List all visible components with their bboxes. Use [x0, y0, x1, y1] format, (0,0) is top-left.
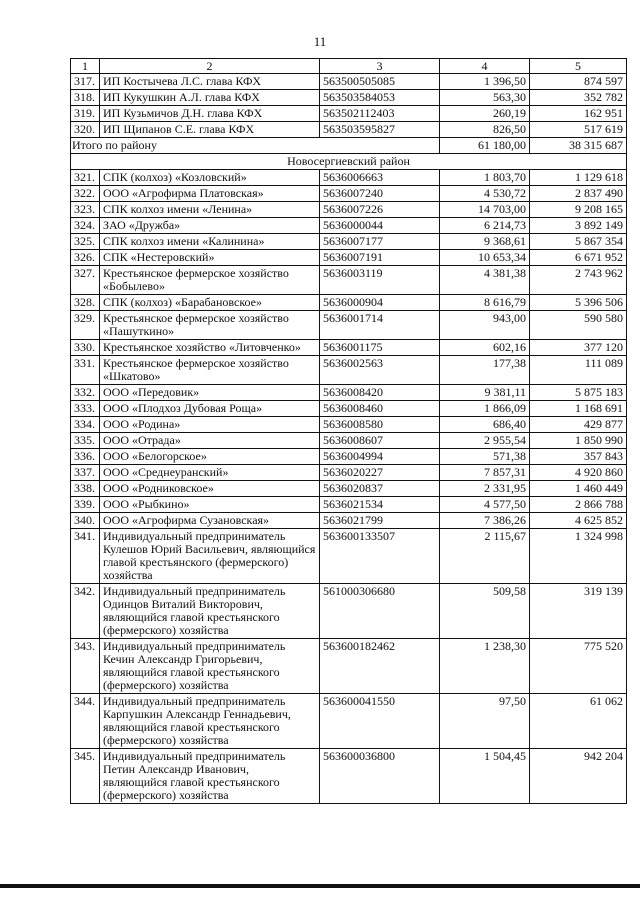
table-row [71, 250, 627, 266]
inn-code: 5636000904 [320, 295, 440, 311]
inn-code: 563600036800 [320, 749, 440, 804]
organization-name: Индивидуальный предприниматель Кулешов Юрий Васильевич, являющийся главой крестьянского (фермерского) хозяйства [100, 529, 320, 584]
inn-code: 5636000044 [320, 218, 440, 234]
organization-name: ООО «Передовик» [100, 385, 320, 401]
table-row [71, 749, 627, 804]
area-value: 260,19 [440, 106, 530, 122]
inn-code: 5636008460 [320, 401, 440, 417]
inn-code: 5636002563 [320, 356, 440, 385]
table-row [71, 122, 627, 138]
table-row [71, 639, 627, 694]
amount-value: 775 520 [530, 639, 627, 694]
row-number: 319. [71, 106, 100, 122]
area-value: 1 803,70 [440, 170, 530, 186]
organization-name: ИП Кукушкин А.Л. глава КФХ [100, 90, 320, 106]
row-number: 345. [71, 749, 100, 804]
inn-code: 5636003119 [320, 266, 440, 295]
table-row [71, 74, 627, 90]
organization-name: СПК (колхоз) «Барабановское» [100, 295, 320, 311]
organization-name: Крестьянское хозяйство «Литовченко» [100, 340, 320, 356]
organization-name: Индивидуальный предприниматель Карпушкин Александр Геннадьевич, являющийся главой крестьянского (фермерского) хозяйства [100, 694, 320, 749]
area-value: 1 504,45 [440, 749, 530, 804]
row-number: 335. [71, 433, 100, 449]
organization-name: СПК колхоз имени «Калинина» [100, 234, 320, 250]
amount-value: 2 743 962 [530, 266, 627, 295]
area-value: 9 368,61 [440, 234, 530, 250]
inn-code: 5636006663 [320, 170, 440, 186]
amount-value: 9 208 165 [530, 202, 627, 218]
inn-code: 5636020227 [320, 465, 440, 481]
organization-name: ИП Костычева Л.С. глава КФХ [100, 74, 320, 90]
area-value: 2 115,67 [440, 529, 530, 584]
organization-name: ИП Щипанов С.Е. глава КФХ [100, 122, 320, 138]
organization-name: Крестьянское фермерское хозяйство «Шкатово» [100, 356, 320, 385]
table-row [71, 694, 627, 749]
amount-value: 111 089 [530, 356, 627, 385]
row-number: 337. [71, 465, 100, 481]
amount-value: 4 920 860 [530, 465, 627, 481]
amount-value: 1 460 449 [530, 481, 627, 497]
table-row [71, 234, 627, 250]
table-row [71, 356, 627, 385]
row-number: 317. [71, 74, 100, 90]
table-row [71, 481, 627, 497]
inn-code: 563600041550 [320, 694, 440, 749]
inn-code: 563503584053 [320, 90, 440, 106]
row-number: 334. [71, 417, 100, 433]
organization-name: ООО «Родниковское» [100, 481, 320, 497]
table-row [71, 106, 627, 122]
inn-code: 5636007177 [320, 234, 440, 250]
table-row [71, 385, 627, 401]
amount-value: 1 324 998 [530, 529, 627, 584]
inn-code: 563502112403 [320, 106, 440, 122]
amount-value: 61 062 [530, 694, 627, 749]
area-value: 97,50 [440, 694, 530, 749]
organization-name: Крестьянское фермерское хозяйство «Бобылево» [100, 266, 320, 295]
header-row [71, 59, 627, 74]
area-value: 602,16 [440, 340, 530, 356]
row-number: 333. [71, 401, 100, 417]
organization-name: ООО «Плодхоз Дубовая Роща» [100, 401, 320, 417]
organization-name: Индивидуальный предприниматель Петин Александр Иванович, являющийся главой крестьянского (фермерского) хозяйства [100, 749, 320, 804]
amount-value: 357 843 [530, 449, 627, 465]
area-value: 9 381,11 [440, 385, 530, 401]
row-number: 324. [71, 218, 100, 234]
area-value: 509,58 [440, 584, 530, 639]
table-row [71, 90, 627, 106]
organization-name: Индивидуальный предприниматель Одинцов Виталий Викторович, являющийся главой крестьянского (фермерского) хозяйства [100, 584, 320, 639]
amount-value: 517 619 [530, 122, 627, 138]
inn-code: 5636004994 [320, 449, 440, 465]
table-row [71, 218, 627, 234]
organization-name: СПК (колхоз) «Козловский» [100, 170, 320, 186]
amount-value: 1 129 618 [530, 170, 627, 186]
amount-value: 1 850 990 [530, 433, 627, 449]
amount-value: 5 875 183 [530, 385, 627, 401]
row-number: 331. [71, 356, 100, 385]
table-row [71, 433, 627, 449]
row-number: 344. [71, 694, 100, 749]
row-number: 336. [71, 449, 100, 465]
row-number: 318. [71, 90, 100, 106]
area-value: 571,38 [440, 449, 530, 465]
area-value: 2 331,95 [440, 481, 530, 497]
row-number: 327. [71, 266, 100, 295]
table-row [71, 202, 627, 218]
total-area: 61 180,00 [440, 138, 530, 154]
amount-value: 5 396 506 [530, 295, 627, 311]
inn-code: 563500505085 [320, 74, 440, 90]
inn-code: 5636007191 [320, 250, 440, 266]
header-cell: 4 [440, 59, 530, 74]
amount-value: 429 877 [530, 417, 627, 433]
table-row [71, 513, 627, 529]
amount-value: 942 204 [530, 749, 627, 804]
row-number: 328. [71, 295, 100, 311]
header-cell: 1 [71, 59, 100, 74]
amount-value: 377 120 [530, 340, 627, 356]
organization-name: ООО «Агрофирма Платовская» [100, 186, 320, 202]
inn-code: 5636007226 [320, 202, 440, 218]
area-value: 563,30 [440, 90, 530, 106]
row-number: 343. [71, 639, 100, 694]
organization-name: ООО «Агрофирма Сузановская» [100, 513, 320, 529]
amount-value: 1 168 691 [530, 401, 627, 417]
inn-code: 563600182462 [320, 639, 440, 694]
area-value: 10 653,34 [440, 250, 530, 266]
area-value: 2 955,54 [440, 433, 530, 449]
amount-value: 2 837 490 [530, 186, 627, 202]
inn-code: 563600133507 [320, 529, 440, 584]
table-row [71, 584, 627, 639]
amount-value: 162 951 [530, 106, 627, 122]
inn-code: 561000306680 [320, 584, 440, 639]
row-number: 342. [71, 584, 100, 639]
table-row [71, 266, 627, 295]
organization-name: ООО «Отрада» [100, 433, 320, 449]
table-row [71, 311, 627, 340]
area-value: 7 857,31 [440, 465, 530, 481]
row-number: 330. [71, 340, 100, 356]
area-value: 1 396,50 [440, 74, 530, 90]
inn-code: 5636001714 [320, 311, 440, 340]
area-value: 4 530,72 [440, 186, 530, 202]
organization-name: СПК «Нестеровский» [100, 250, 320, 266]
amount-value: 4 625 852 [530, 513, 627, 529]
inn-code: 5636001175 [320, 340, 440, 356]
inn-code: 5636008607 [320, 433, 440, 449]
organization-name: ООО «Белогорское» [100, 449, 320, 465]
area-value: 1 866,09 [440, 401, 530, 417]
amount-value: 352 782 [530, 90, 627, 106]
amount-value: 590 580 [530, 311, 627, 340]
header-cell: 2 [100, 59, 320, 74]
section-row [71, 154, 627, 170]
table-row [71, 186, 627, 202]
area-value: 686,40 [440, 417, 530, 433]
footer-rule [0, 884, 640, 888]
amount-value: 6 671 952 [530, 250, 627, 266]
row-number: 338. [71, 481, 100, 497]
amount-value: 2 866 788 [530, 497, 627, 513]
amount-value: 319 139 [530, 584, 627, 639]
inn-code: 5636021534 [320, 497, 440, 513]
area-value: 4 577,50 [440, 497, 530, 513]
table-row [71, 417, 627, 433]
area-value: 943,00 [440, 311, 530, 340]
header-cell: 3 [320, 59, 440, 74]
row-number: 322. [71, 186, 100, 202]
table-row [71, 449, 627, 465]
organization-name: ООО «Среднеуранский» [100, 465, 320, 481]
section-title: Новосергиевский район [71, 154, 627, 170]
row-number: 332. [71, 385, 100, 401]
page-number: 11 [313, 34, 327, 49]
amount-value: 5 867 354 [530, 234, 627, 250]
row-number: 326. [71, 250, 100, 266]
row-number: 339. [71, 497, 100, 513]
table-row [71, 170, 627, 186]
area-value: 7 386,26 [440, 513, 530, 529]
organization-name: Крестьянское фермерское хозяйство «Пашуткино» [100, 311, 320, 340]
inn-code: 5636007240 [320, 186, 440, 202]
row-number: 340. [71, 513, 100, 529]
area-value: 1 238,30 [440, 639, 530, 694]
table-row [71, 340, 627, 356]
header-cell: 5 [530, 59, 627, 74]
row-number: 323. [71, 202, 100, 218]
total-row [71, 138, 627, 154]
amount-value: 874 597 [530, 74, 627, 90]
row-number: 320. [71, 122, 100, 138]
table-row [71, 295, 627, 311]
organization-name: ООО «Рыбкино» [100, 497, 320, 513]
total-label: Итого по району [71, 138, 440, 154]
organization-name: ИП Кузьмичов Д.Н. глава КФХ [100, 106, 320, 122]
row-number: 325. [71, 234, 100, 250]
inn-code: 563503595827 [320, 122, 440, 138]
area-value: 14 703,00 [440, 202, 530, 218]
organization-name: СПК колхоз имени «Ленина» [100, 202, 320, 218]
table-row [71, 401, 627, 417]
total-amount: 38 315 687 [530, 138, 627, 154]
row-number: 341. [71, 529, 100, 584]
area-value: 826,50 [440, 122, 530, 138]
table-row [71, 529, 627, 584]
subsidy-table [70, 58, 627, 804]
area-value: 4 381,38 [440, 266, 530, 295]
inn-code: 5636008420 [320, 385, 440, 401]
row-number: 329. [71, 311, 100, 340]
organization-name: Индивидуальный предприниматель Кечин Александр Григорьевич, являющийся главой крестьянского (фермерского) хозяйства [100, 639, 320, 694]
inn-code: 5636008580 [320, 417, 440, 433]
area-value: 8 616,79 [440, 295, 530, 311]
organization-name: ЗАО «Дружба» [100, 218, 320, 234]
amount-value: 3 892 149 [530, 218, 627, 234]
row-number: 321. [71, 170, 100, 186]
area-value: 6 214,73 [440, 218, 530, 234]
table-row [71, 497, 627, 513]
organization-name: ООО «Родина» [100, 417, 320, 433]
area-value: 177,38 [440, 356, 530, 385]
table-row [71, 465, 627, 481]
inn-code: 5636021799 [320, 513, 440, 529]
inn-code: 5636020837 [320, 481, 440, 497]
